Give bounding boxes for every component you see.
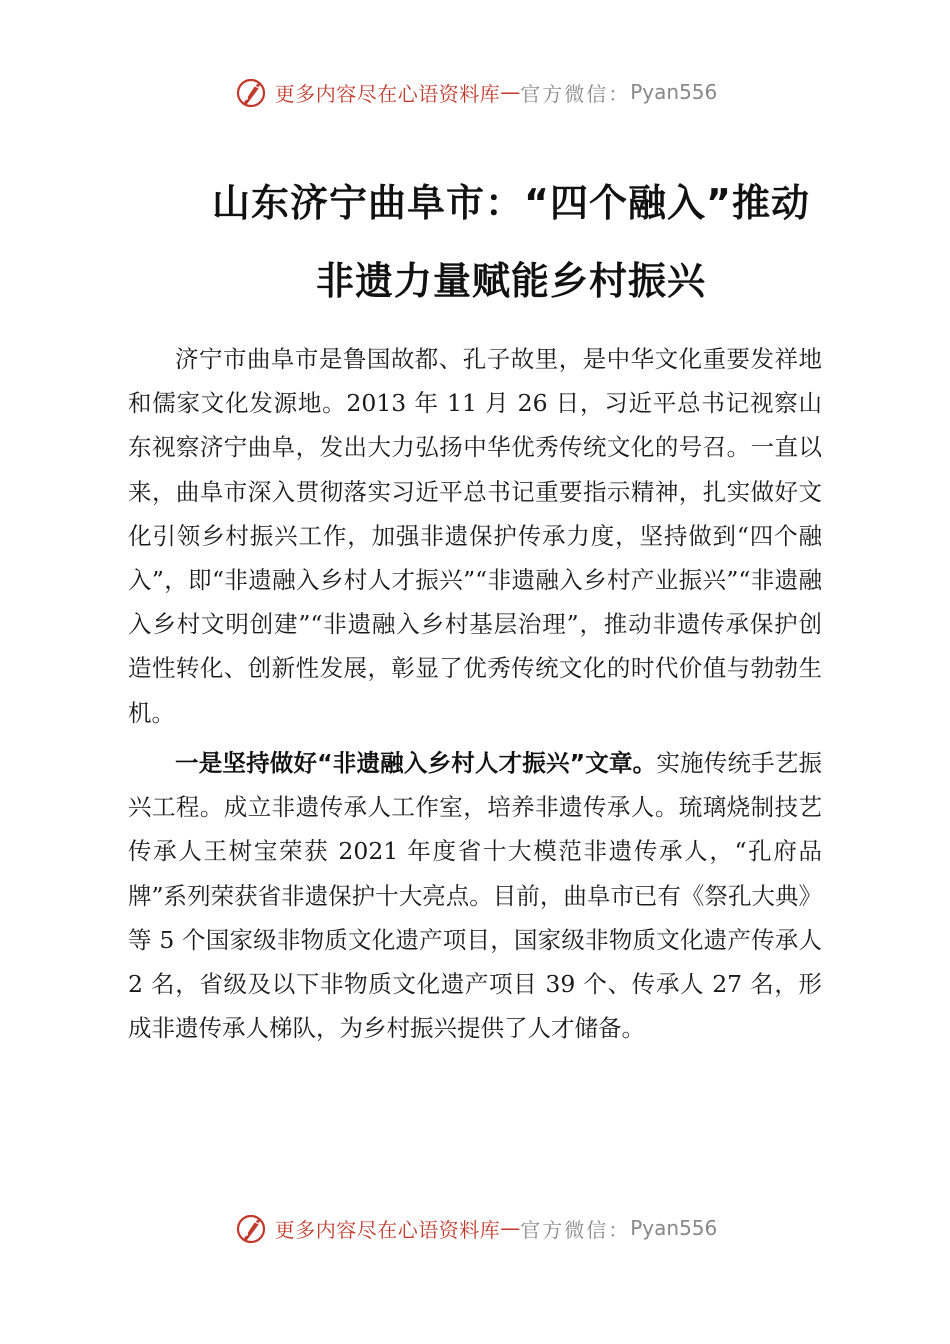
document-title-line-1: 山东济宁曲阜市：“四个融入”推动 [212,181,810,225]
banner-text: 更多内容尽在心语资料库 [274,81,501,106]
footer-banner [0,1206,950,1250]
document-title-line-2: 非遗力量赋能乡村振兴 [315,259,706,303]
pen-nib-logo-icon [233,74,269,110]
paragraph-body: 实施传统手艺振兴工程。成立非遗传承人工作室，培养非遗传承人。琉璃烧制技艺传承人王树宝荣获 2021 年度省十大模范非遗传承人，“孔府品牌”系列荣获省非遗保护十大亮点。目前，曲阜市已有《祭孔大典》等 5 个国家级非物质文化遗产项目，国家级非物质文化遗产传承人 2 名，省级及以下非物质文化遗产项目 39 个、传承人 27 名，形成非遗传承人梯队，为乡村振兴提供了人才储备。 [128,749,823,1043]
paragraph-lead-heading: 一是坚持做好“非遗融入乡村人才振兴”文章。 [175,749,657,777]
header-banner [0,70,950,114]
banner-wechat-id: Pyan556 [630,1216,718,1240]
banner-text: 更多内容尽在心语资料库 [274,1217,501,1242]
paragraph-talent [128,741,822,1050]
banner-wechat-label: 官方微信： [520,1217,631,1242]
banner-wechat-label: 官方微信： [520,81,631,106]
paragraph-intro: 济宁市曲阜市是鲁国故都、孔子故里，是中华文化重要发祥地和儒家文化发源地。2013 年 11 月 26 日，习近平总书记视察山东视察济宁曲阜，发出大力弘扬中华优秀传统文化的号召。一直以来，曲阜市深入贯彻落实习近平总书记重要指示精神，扎实做好文化引领乡村振兴工作，加强非遗保护传承力度，坚持做到“四个融入”，即“非遗融入乡村人才振兴”“非遗融入乡村产业振兴”“非遗融入乡村文明创建”“非遗融入乡村基层治理”，推动非遗传承保护创造性转化、创新性发展，彰显了优秀传统文化的时代价值与勃勃生机。 [128,345,822,727]
banner-separator: — [500,80,521,104]
pen-nib-logo-icon [233,1210,269,1246]
banner-separator: — [500,1216,521,1240]
banner-wechat-id: Pyan556 [630,80,718,104]
